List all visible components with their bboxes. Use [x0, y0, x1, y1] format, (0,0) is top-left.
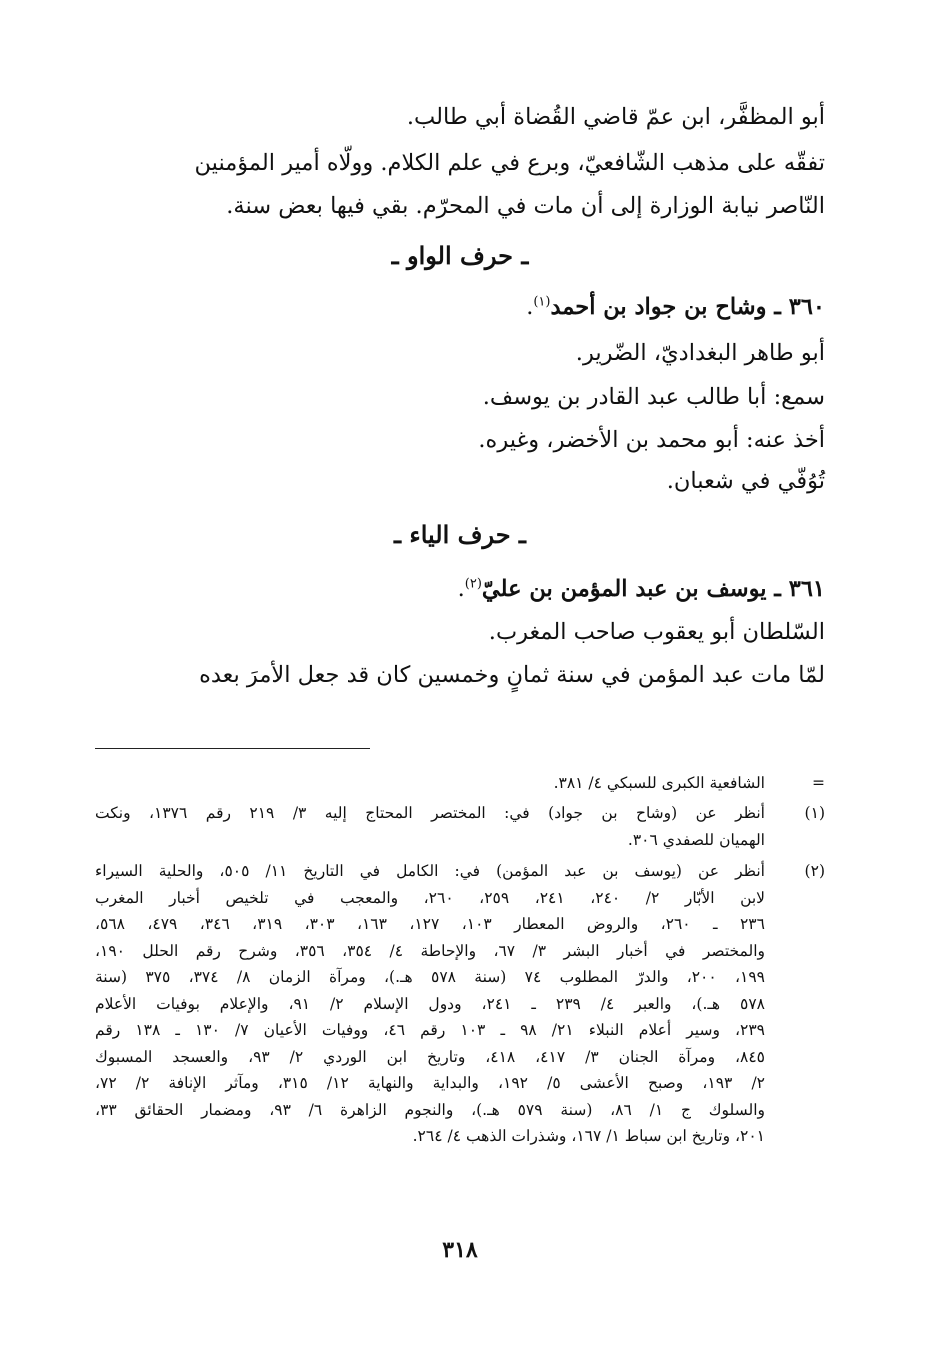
body-line: النّاصر نيابة الوزارة إلى أن مات في المحرّم. بقي فيها بعض سنة. [226, 193, 825, 219]
section-heading-waw: ـ حرف الواو ـ [391, 241, 529, 270]
entry-361-title-end: . [457, 576, 465, 602]
entry-361-title-line [95, 570, 825, 608]
entry-361-line: السّلطان أبو يعقوب صاحب المغرب. [488, 619, 825, 645]
footnote-row: ٢٣٦ ـ ٢٦٠، والروض المعطار ١٠٣، ١٢٧، ١٦٣، ٣٠٣، ٣١٩، ٣٤٦، ٤٧٩، ٥٦٨، [95, 915, 765, 933]
entry-360-line: أبو طاهر البغداديّ، الضّرير. [575, 340, 825, 366]
body-line: أبو المظفَّر، ابن عمّ قاضي القُضاة أبي طالب. [406, 104, 825, 130]
footnote-row: أنظر عن (يوسف بن عبد المؤمن) في: الكامل في التاريخ ١١/ ٥٠٥، والحلية السيراء [95, 862, 765, 880]
entry-360-title: ٣٦٠ ـ وشاح بن جواد بن أحمد [550, 294, 825, 320]
body-line: تفقّه على مذهب الشّافعيّ، وبرع في علم الكلام. وولّاه أمير المؤمنين [194, 150, 825, 176]
entry-361-title: ٣٦١ ـ يوسف بن عبد المؤمن بن عليّ [481, 576, 825, 602]
footnote-row: ٢٣٩، وسير أعلام النبلاء ٢١/ ٩٨ ـ ١٠٣ رقم ٤٦، ووفيات الأعيان ٧/ ١٣٠ ـ ١٣٨ رقم [95, 1021, 765, 1039]
footnote-row: ١٩٩، ٢٠٠، والدرّ المطلوب ٧٤ (سنة ٥٧٨ هـ.)، ومرآة الزمان ٨/ ٣٧٤، ٣٧٥ (سنة [95, 968, 765, 986]
entry-361-line: لمّا مات عبد المؤمن في سنة ثمانٍ وخمسين كان قد جعل الأمرَ بعده [199, 662, 825, 688]
footnote-row: ٢٠١، وتاريخ ابن سباط ١/ ١٦٧، وشذرات الذهب ٤/ ٢٦٤. [412, 1127, 765, 1145]
footnote-marker: (١) [804, 804, 825, 822]
entry-360-line: أخذ عنه: أبو محمد بن الأخضر، وغيره. [478, 427, 825, 453]
entry-360-title-line [95, 288, 825, 326]
entry-360-title-end: . [526, 294, 534, 320]
footnote-row: ٢/ ١٩٣، وصبح الأعشى ٥/ ١٩٢، والبداية والنهاية ١٢/ ٣١٥، ومآثر الإنافة ٢/ ٧٢، [95, 1074, 765, 1092]
book-page [95, 0, 825, 1367]
entry-360-line: تُوُفّي في شعبان. [666, 468, 825, 494]
footnote-row: والمختصر في أخبار البشر ٣/ ٦٧، والإحاطة ٤/ ٣٥٤، ٣٥٦، وشرح رقم الحلل ١٩٠، [95, 941, 766, 960]
footnote-row: والسلوك ج ١/ ٨٦، (سنة ٥٧٩ هـ.)، والنجوم الزاهرة ٦/ ٩٣، ومضمار الحقائق ٣٣، [95, 1100, 765, 1119]
page-number: ٣١٨ [442, 1237, 478, 1263]
section-heading-ya: ـ حرف الياء ـ [394, 520, 526, 549]
footnote-separator [95, 748, 370, 749]
footnote-row: الهميان للصفدي ٣٠٦. [627, 830, 765, 849]
footnote-ref-2: (٢) [464, 576, 482, 592]
footnote-marker: = [812, 774, 825, 792]
footnote-row: أنظر عن (وشاح بن جواد) في: المختصر المحتاج إليه ٣/ ٢١٩ رقم ١٣٧٦، ونكت [95, 804, 765, 822]
footnote-row: لابن الأبّار ٢/ ٢٤٠، ٢٤١، ٢٥٩، ٢٦٠، والمعجب في تلخيص أخبار المغرب [95, 888, 766, 907]
entry-360-line: سمع: أبا طالب عبد القادر بن يوسف. [482, 384, 825, 410]
footnote-ref-1: (١) [533, 294, 551, 310]
footnote-row: ٥٧٨ هـ.)، والعبر ٤/ ٢٣٩ ـ ٢٤١، ودول الإسلام ٢/ ٩١، والإعلام بوفيات الأعلام [95, 994, 766, 1013]
footnote-marker: (٢) [804, 862, 825, 880]
footnote-row: ٨٤٥، ومرآة الجنان ٣/ ٤١٧، ٤١٨، وتاريخ ابن الوردي ٢/ ٩٣، والعسجد المسبوك [95, 1047, 765, 1066]
footnote-row: الشافعية الكبرى للسبكي ٤/ ٣٨١. [553, 774, 765, 792]
